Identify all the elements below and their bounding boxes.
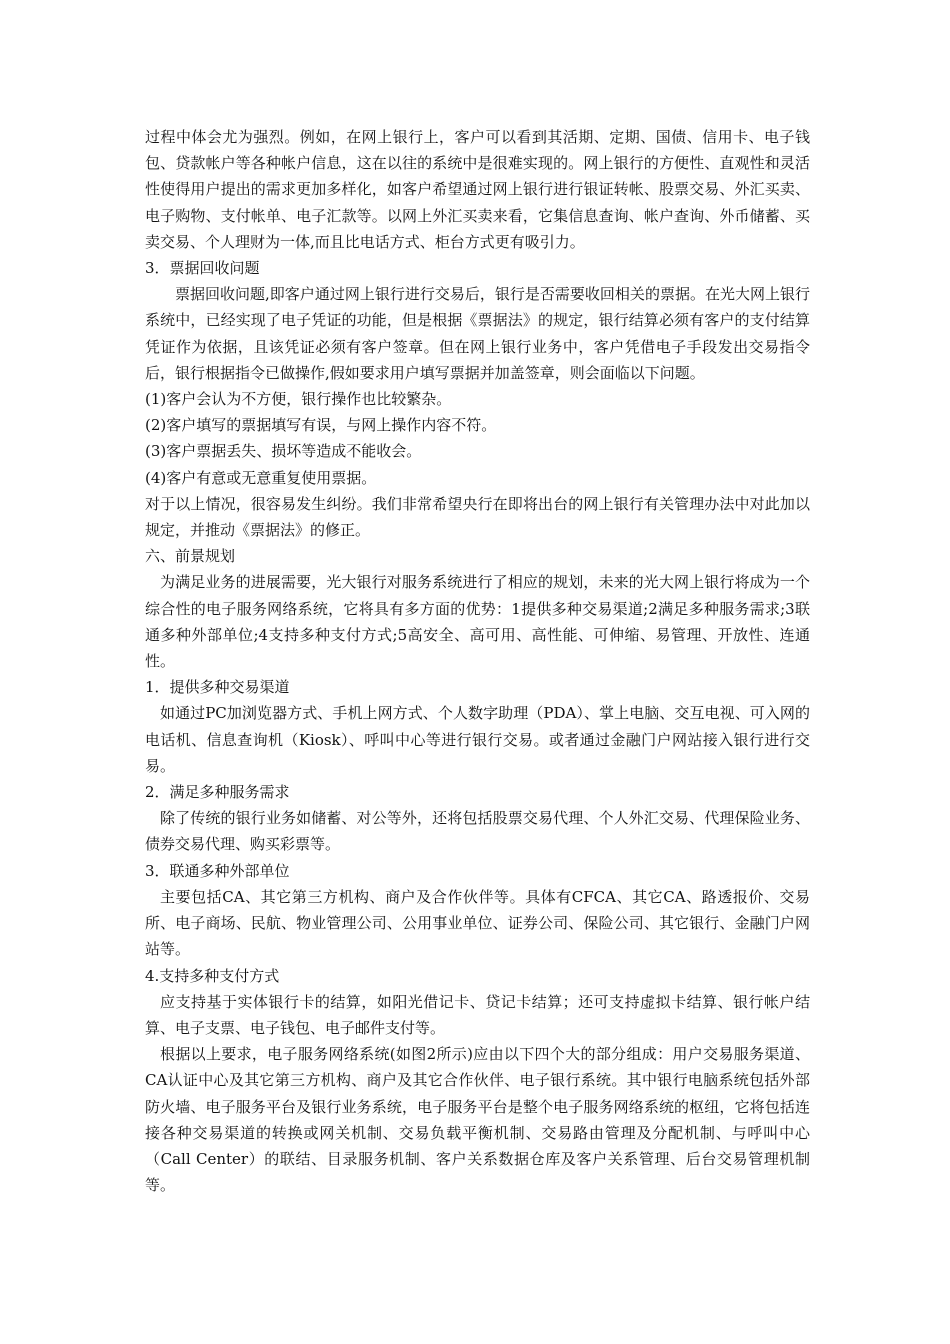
section-heading-payment: 4.支持多种支付方式 — [145, 966, 280, 985]
paragraph-system-composition: 根据以上要求，电子服务网络系统(如图2所示)应由以下四个大的部分组成：用户交易服务渠道、CA认证中心及其它第三方机构、商户及其它合作伙伴、电子银行系统。其中银行电脑系统包括外部防火墙、电子服务平台及银行业务系统，电子服务平台是整个电子服务网络系统的枢纽，它将包括连接各种交易渠道的转换或网关机制、交易负载平衡机制、交易路由管理及分配机制、与呼叫中心（Call Center）的联结、目录服务机制、客户关系数据仓库及客户关系管理、后台交易管理机制等。 — [145, 1045, 810, 1195]
section-heading-external-units: 3．联通多种外部单位 — [145, 861, 290, 880]
section-heading-outlook: 六、前景规划 — [145, 547, 236, 566]
paragraph-outlook: 为满足业务的进展需要，光大银行对服务系统进行了相应的规划，未来的光大网上银行将成为一个综合性的电子服务网络系统，它将具有多方面的优势：1提供多种交易渠道;2满足多种服务需求;3联通多种外部单位;4支持多种支付方式;5高安全、高可用、高性能、可伸缩、易管理、开放性、连通性。 — [145, 573, 810, 671]
paragraph-payment: 应支持基于实体银行卡的结算，如阳光借记卡、贷记卡结算；还可支持虚拟卡结算、银行帐户结算、电子支票、电子钱包、电子邮件支付等。 — [145, 992, 810, 1037]
list-item-problem-1: (1)客户会认为不方便，银行操作也比较繁杂。 — [145, 390, 452, 409]
document-body — [145, 124, 810, 1198]
paragraph-continued-text: 过程中体会尤为强烈。例如，在网上银行上，客户可以看到其活期、定期、国债、信用卡、电子钱包、贷款帐户等各种帐户信息，这在以往的系统中是很难实现的。网上银行的方便性、直观性和灵活性使得用户提出的需求更加多样化，如客户希望通过网上银行进行银证转帐、股票交易、外汇买卖、电子购物、支付帐单、电子汇款等。以网上外汇买卖来看，它集信息查询、帐户查询、外币储蓄、买卖交易、个人理财为一体,而且比电话方式、柜台方式更有吸引力。 — [145, 128, 810, 251]
list-item-problem-3: (3)客户票据丢失、损坏等造成不能收会。 — [145, 442, 422, 461]
paragraph-external-units: 主要包括CA、其它第三方机构、商户及合作伙伴等。具体有CFCA、其它CA、路透报价、交易所、电子商场、民航、物业管理公司、公用事业单位、证券公司、保险公司、其它银行、金融门户网站等。 — [145, 887, 810, 959]
paragraph-bill-recovery: 票据回收问题,即客户通过网上银行进行交易后，银行是否需要收回相关的票据。在光大网上银行系统中，已经实现了电子凭证的功能，但是根据《票据法》的规定，银行结算必须有客户的支付结算凭证作为依据，且该凭证必须有客户签章。但在网上银行业务中，客户凭借电子手段发出交易指令后，银行根据指令已做操作,假如要求用户填写票据并加盖签章，则会面临以下问题。 — [145, 285, 810, 382]
paragraph-disputes: 对于以上情况，很容易发生纠纷。我们非常希望央行在即将出台的网上银行有关管理办法中对此加以规定，并推动《票据法》的修正。 — [145, 494, 810, 540]
paragraph-channels: 如通过PC加浏览器方式、手机上网方式、个人数字助理（PDA）、掌上电脑、交互电视、可入网的电话机、信息查询机（Kiosk）、呼叫中心等进行银行交易。或者通过金融门户网站接入银行进行交易。 — [145, 704, 810, 775]
section-heading-services: 2．满足多种服务需求 — [145, 783, 290, 802]
section-heading-bill-recovery: 3．票据回收问题 — [145, 259, 260, 278]
section-heading-channels: 1．提供多种交易渠道 — [145, 678, 290, 697]
list-item-problem-4: (4)客户有意或无意重复使用票据。 — [145, 468, 377, 487]
paragraph-services: 除了传统的银行业务如储蓄、对公等外，还将包括股票交易代理、个人外汇交易、代理保险业务、债券交易代理、购买彩票等。 — [145, 809, 810, 854]
list-item-problem-2: (2)客户填写的票据填写有误，与网上操作内容不符。 — [145, 416, 497, 435]
